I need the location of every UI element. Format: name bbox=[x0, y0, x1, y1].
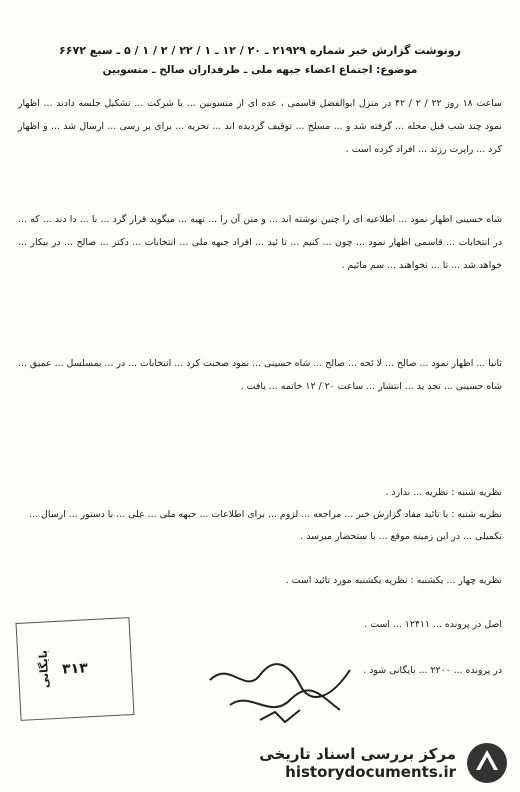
stamp-tag: بایگانی bbox=[36, 649, 52, 689]
archive-stamp bbox=[16, 617, 135, 721]
body-paragraph-2: شاه حسینی اظهار نمود ... اطلاعیه ای را چنین نوشته اند ... و متن آن را ... تهیه ... میگوید قرار گرد ... با ... دا دند ... که ... در انتخابات ... قاسمی اظهار نمود ... چون ... کنیم ... تا ئید ... افراد جبهه ملی ... انتخابات ... دکتر ... صالح ... در بیکار ... خواهد شد ... تا ... نخواهند ... سم مائیم . bbox=[18, 214, 502, 271]
opinion-field-2: نظریه شنبه : با تائید مفاد گزارش خبر ... مراجعه ... لزوم ... برای اطلاعات ... جبهه ملی ... علی ... با دستور ... ارسال ... تکمیلی ... در این زمینه موقع ... با ستحضار میرسد . bbox=[29, 509, 502, 542]
handwritten-signature bbox=[200, 650, 370, 730]
report-header: رونوشت گزارش خبر شماره ۲۱۹۲۹ ـ ۲۰ / ۱۲ ـ ۱ / ۲۲ / ۲ / ۱ / ۵ ـ سبع ۶۶۷۲ bbox=[59, 44, 461, 57]
institution-name: مرکز بررسی اسناد تاریخی bbox=[259, 745, 456, 763]
archive-instruction-line: در پرونده ... ۲۲۰۰ ... بایگانی شود . bbox=[363, 665, 502, 676]
body-paragraph-1: ساعت ۱۸ روز ۲۲ / ۲ / ۴۲ در منزل ابوالفضل قاسمی ، عده ای از منسوبین ... با شرکت ... تشکیل جلسه دادند ... اظهار نمود چند شب قبل محله ... گرفته شد و ... مسلح ... توقیف گردیده اند ... تحریه ... برای بر رسی ... ارسال شد ... و اظهار کرد ... راپرت رزند ... افراد کرده است . bbox=[18, 98, 502, 155]
opinion-field-3: نظریه چهار ... یکشنبه : نظریه یکشنبه مورد تائید است . bbox=[285, 575, 502, 586]
website-url: historydocuments.ir bbox=[285, 763, 456, 781]
subject-line: موضوع: اجتماع اعضاء جبهه ملی ـ طرفداران صالح ـ منسوبین bbox=[102, 64, 418, 76]
stamp-number: ۳۱۳ bbox=[61, 660, 89, 678]
opinion-field-1: نظریه شنبه : نظریه ... ندارد . bbox=[385, 487, 502, 498]
body-paragraph-3: ثانیا ... اظهار نمود ... صالح ... لا ئحه ... صالح ... شاه حسینی ... نمود صحبت کرد ... انتخابات ... در ... بمسلسل ... عمیق ... شاه حسینی ... تجد ید ... انتشار ... ساعت ۲۰ / ۱۲ خاتمه ... یافت . bbox=[18, 358, 502, 392]
file-reference-line: اصل در پرونده ... ۱۲۴۱۱ ... است . bbox=[364, 619, 502, 630]
institution-logo-icon bbox=[464, 740, 510, 786]
footer-branding bbox=[180, 736, 510, 790]
